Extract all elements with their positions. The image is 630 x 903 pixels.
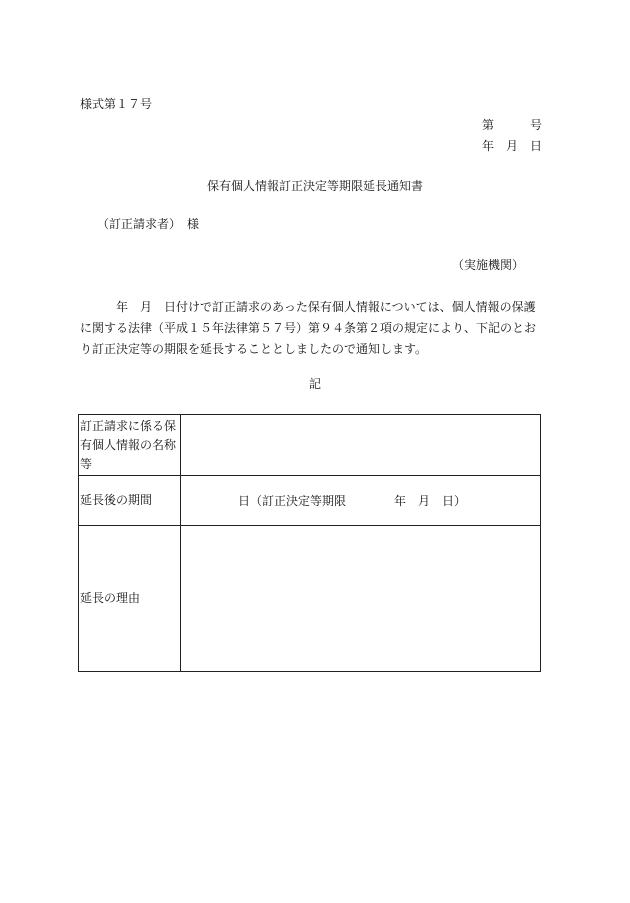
document-number: 第 号 bbox=[482, 118, 543, 132]
extension-reason-value bbox=[181, 526, 541, 672]
body-text: 年 月 日付けで訂正請求のあった保有個人情報については、個人情報の保護に関する法律（平成１５年法律第５７号）第９４条第２項の規定により、下記のとおり訂正決定等の期限を延長することとしましたので通知します。 bbox=[80, 300, 537, 356]
extended-period-deadline: 年 月 日） bbox=[394, 494, 467, 508]
info-name-value bbox=[181, 415, 541, 476]
table-row bbox=[79, 415, 541, 476]
document-date: 年 月 日 bbox=[482, 139, 543, 153]
document-title: 保有個人情報訂正決定等期限延長通知書 bbox=[206, 179, 423, 193]
form-number: 様式第１７号 bbox=[80, 97, 153, 111]
table-row bbox=[79, 526, 541, 672]
extended-period-days: 日（訂正決定等期限 bbox=[238, 494, 347, 508]
table-row bbox=[79, 476, 541, 526]
extension-reason-label: 延長の理由 bbox=[79, 526, 181, 672]
info-table bbox=[78, 414, 541, 672]
record-heading: 記 bbox=[308, 377, 321, 391]
issuing-agency: （実施機関） bbox=[452, 258, 525, 272]
extended-period-label: 延長後の期間 bbox=[79, 476, 181, 526]
addressee: （訂正請求者） 様 bbox=[97, 217, 200, 231]
extended-period-value bbox=[181, 476, 541, 526]
info-name-label: 訂正請求に係る保有個人情報の名称等 bbox=[79, 415, 181, 476]
